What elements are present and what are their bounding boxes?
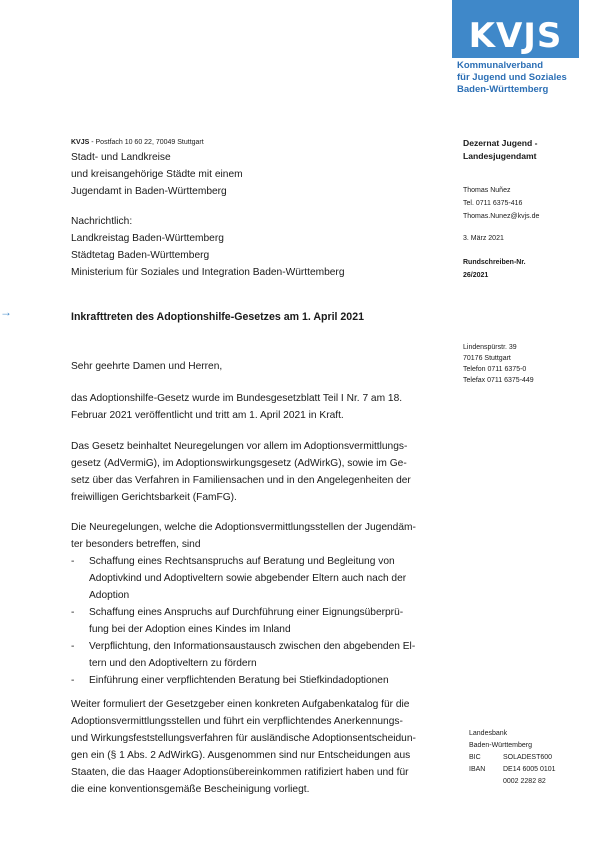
circular-number: 26/2021 — [463, 272, 489, 279]
bic-value: SOLADEST600 — [503, 754, 553, 761]
circular-label: Rundschreiben-Nr. — [463, 259, 526, 266]
sender-name: KVJS — [71, 139, 90, 146]
address-line: Telefax 0711 6375-449 — [463, 377, 534, 384]
paragraph-line: gesetz (AdVermiG), im Adoptionswirkungsgesetz (AdWirkG), sowie im Ge- — [71, 458, 407, 469]
department-line: Landesjugendamt — [463, 151, 537, 161]
logo-org-line: Kommunalverband — [457, 60, 544, 71]
iban-label: IBAN — [469, 766, 486, 773]
cc-line: Städtetag Baden-Württemberg — [71, 250, 210, 261]
address-line: 70176 Stuttgart — [463, 355, 511, 362]
iban-value-cont: 0002 2282 82 — [503, 778, 546, 785]
department-line: Dezernat Jugend - — [463, 138, 538, 148]
logo-org-line: für Jugend und Soziales — [457, 72, 567, 83]
bank-name: Baden-Württemberg — [469, 742, 533, 749]
logo-brand: KVJS — [468, 16, 563, 56]
recipient-line: und kreisangehörige Städte mit einem — [71, 169, 243, 180]
contact-email[interactable]: Thomas.Nunez@kvjs.de — [463, 213, 540, 220]
paragraph-line: ter besonders betreffen, sind — [71, 539, 201, 550]
bullet-line: fung bei der Adoption eines Kindes im Inland — [89, 624, 291, 635]
sender-return-address — [71, 139, 204, 146]
paragraph-line: und Wirkungsfeststellungsverfahren für ausländische Adoptionsentscheidun- — [71, 733, 416, 744]
recipient-line: Stadt- und Landkreise — [71, 152, 171, 163]
bullet-line: Verpflichtung, den Informationsaustausch zwischen den abgebenden El- — [89, 641, 416, 652]
paragraph-line: setz über das Verfahren in Familiensachen und in den Angelegenheiten der — [71, 475, 411, 486]
paragraph-line: das Adoptionshilfe-Gesetz wurde im Bundesgesetzblatt Teil I Nr. 7 am 18. — [71, 393, 403, 404]
salutation: Sehr geehrte Damen und Herren, — [71, 361, 223, 372]
bullet-line: Schaffung eines Rechtsanspruchs auf Beratung und Begleitung von — [89, 556, 395, 567]
paragraph-line: Adoptionsvermittlungsstellen und führt ein verpflichtendes Anerkennungs- — [71, 716, 403, 727]
bullet-line: Einführung einer verpflichtenden Beratung bei Stiefkindadoptionen — [89, 675, 389, 686]
cc-line: Ministerium für Soziales und Integration Baden-Württemberg — [71, 267, 345, 278]
cc-label: Nachrichtlich: — [71, 216, 133, 227]
contact-phone: Tel. 0711 6375-416 — [463, 200, 523, 207]
bullet-marker: - — [71, 641, 75, 652]
iban-value: DE14 6005 0101 — [503, 766, 556, 773]
cc-line: Landkreistag Baden-Württemberg — [71, 233, 224, 244]
bullet-line: tern und den Adoptiveltern zu fördern — [89, 658, 257, 669]
paragraph-line: freiwilligen Gerichtsbarkeit (FamFG). — [71, 492, 237, 503]
paragraph-line: Das Gesetz beinhaltet Neuregelungen vor allem im Adoptionsvermittlungs- — [71, 441, 408, 452]
fold-mark-arrow-icon: → — [0, 305, 12, 319]
paragraph-line: Februar 2021 veröffentlicht und tritt am 1. April 2021 in Kraft. — [71, 410, 344, 421]
paragraph-line: die eine konventionsgemäße Bescheinigung vorliegt. — [71, 784, 310, 795]
bank-name: Landesbank — [469, 730, 508, 737]
paragraph-line: gen ein (§ 1 Abs. 2 AdWirkG). Ausgenommen sind nur Entscheidungen aus — [71, 750, 411, 761]
paragraph-line: Die Neuregelungen, welche die Adoptionsvermittlungsstellen der Jugendäm- — [71, 522, 416, 533]
letter-subject: Inkrafttreten des Adoptionshilfe-Gesetzes am 1. April 2021 — [71, 311, 364, 323]
sender-address: - Postfach 10 60 22, 70049 Stuttgart — [89, 139, 204, 146]
bullet-line: Adoptivkind und Adoptiveltern sowie abgebender Eltern auch nach der — [89, 573, 407, 584]
bullet-line: Adoption — [89, 590, 130, 601]
bullet-line: Schaffung eines Anspruchs auf Durchführung einer Eignungsüberprü- — [89, 607, 404, 618]
logo-organization-name — [457, 60, 595, 96]
letter-date: 3. März 2021 — [463, 235, 504, 242]
address-line: Lindenspürstr. 39 — [463, 344, 517, 351]
bullet-marker: - — [71, 675, 75, 686]
paragraph-line: Staaten, die das Haager Adoptionsübereinkommen ratifiziert haben und für — [71, 767, 409, 778]
recipient-line: Jugendamt in Baden-Württemberg — [71, 186, 227, 197]
bic-label: BIC — [469, 754, 481, 761]
address-line: Telefon 0711 6375-0 — [463, 366, 527, 373]
contact-name: Thomas Nuñez — [463, 187, 511, 194]
paragraph-line: Weiter formuliert der Gesetzgeber einen konkreten Aufgabenkatalog für die — [71, 699, 410, 710]
bullet-marker: - — [71, 556, 75, 567]
bullet-marker: - — [71, 607, 75, 618]
logo-org-line: Baden-Württemberg — [457, 84, 549, 95]
